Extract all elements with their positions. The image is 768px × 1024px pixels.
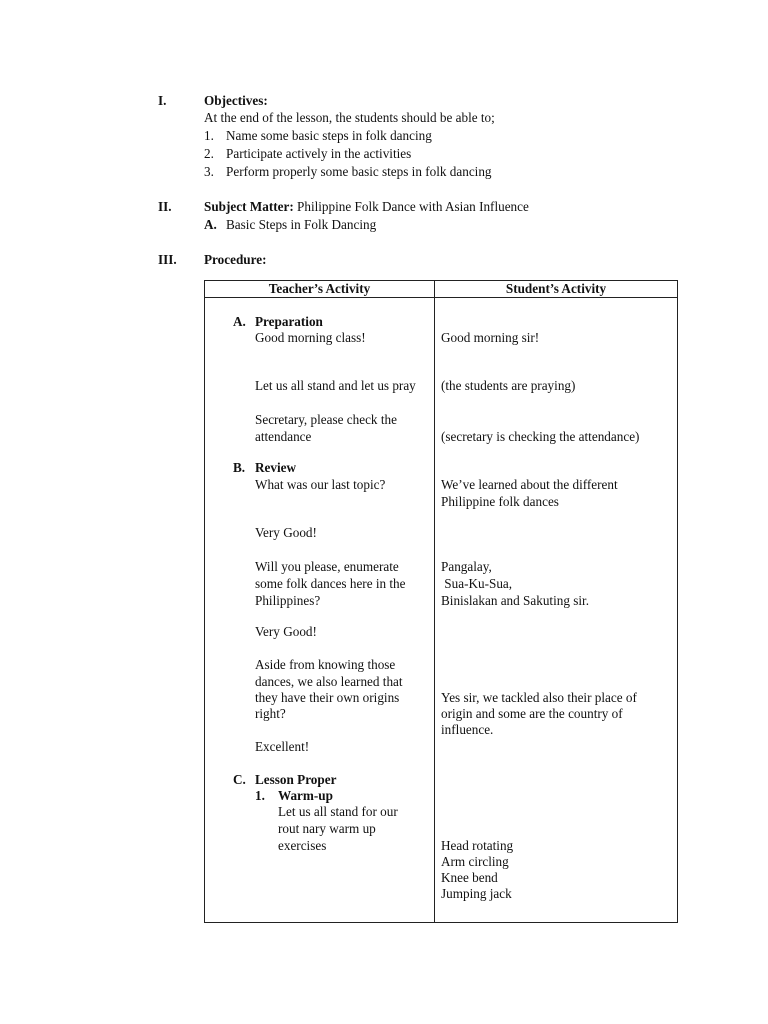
teacher-last-topic: What was our last topic? (255, 477, 386, 492)
student-origins-line3: influence. (441, 722, 494, 737)
objective-item: Participate actively in the activities (226, 146, 412, 161)
teacher-aside-line4: right? (255, 706, 286, 721)
teacher-enumerate-line3: Philippines? (255, 593, 321, 608)
student-learned-line2: Philippine folk dances (441, 494, 559, 509)
student-dance-line1: Pangalay, (441, 559, 492, 574)
teacher-greeting: Good morning class! (255, 330, 366, 345)
warmup-text-line1: Let us all stand for our (278, 804, 398, 819)
student-column (435, 298, 678, 923)
objectives-intro: At the end of the lesson, the students should be able to; (204, 110, 495, 125)
student-exercise: Head rotating (441, 838, 514, 853)
table-header-row (205, 281, 678, 298)
objective-number: 3. (204, 164, 214, 179)
subject-heading: Subject Matter: (204, 199, 294, 214)
warmup-text-line3: exercises (278, 838, 327, 853)
student-exercise: Arm circling (441, 854, 509, 869)
preparation-letter: A. (233, 314, 246, 329)
student-exercise: Knee bend (441, 870, 498, 885)
subject-sub-text: Basic Steps in Folk Dancing (226, 217, 377, 232)
subject-sub-letter: A. (204, 217, 217, 232)
procedure-heading: Procedure: (204, 252, 267, 267)
teacher-enumerate-line2: some folk dances here in the (255, 576, 406, 591)
lesson-heading: Lesson Proper (255, 772, 337, 787)
teacher-excellent: Excellent! (255, 739, 310, 754)
warmup-number: 1. (255, 788, 265, 803)
teacher-activity-header: Teacher’s Activity (205, 281, 435, 298)
student-activity-header: Student’s Activity (435, 281, 678, 298)
table-body-row (205, 298, 678, 923)
objective-item: Perform properly some basic steps in folk dancing (226, 164, 492, 179)
objective-item: Name some basic steps in folk dancing (226, 128, 432, 143)
objectives-numeral: I. (158, 93, 167, 108)
student-praying: (the students are praying) (441, 378, 576, 393)
student-origins-line1: Yes sir, we tackled also their place of (441, 690, 637, 705)
teacher-aside-line1: Aside from knowing those (255, 657, 396, 672)
student-dance-line2: Sua-Ku-Sua, (441, 576, 513, 591)
teacher-secretary-line1: Secretary, please check the (255, 412, 397, 427)
teacher-aside-line3: they have their own origins (255, 690, 400, 705)
student-exercise: Jumping jack (441, 886, 512, 901)
student-dance-line3: Binislakan and Sakuting sir. (441, 593, 589, 608)
preparation-heading: Preparation (255, 314, 323, 329)
review-letter: B. (233, 460, 246, 475)
review-heading: Review (255, 460, 297, 475)
teacher-very-good: Very Good! (255, 525, 317, 540)
subject-value: Philippine Folk Dance with Asian Influence (297, 199, 529, 214)
subject-numeral: II. (158, 199, 172, 214)
teacher-pray: Let us all stand and let us pray (255, 378, 416, 393)
objectives-heading: Objectives: (204, 93, 268, 108)
student-learned-line1: We’ve learned about the different (441, 477, 618, 492)
procedure-numeral: III. (158, 252, 177, 267)
teacher-aside-line2: dances, we also learned that (255, 674, 403, 689)
warmup-heading: Warm-up (278, 788, 333, 803)
lesson-letter: C. (233, 772, 246, 787)
objective-number: 1. (204, 128, 214, 143)
teacher-column (205, 298, 435, 923)
student-greeting: Good morning sir! (441, 330, 540, 345)
procedure-table (204, 280, 678, 923)
teacher-secretary-line2: attendance (255, 429, 312, 444)
student-checking: (secretary is checking the attendance) (441, 429, 640, 444)
teacher-enumerate-line1: Will you please, enumerate (255, 559, 399, 574)
warmup-text-line2: rout nary warm up (278, 821, 376, 836)
objective-number: 2. (204, 146, 214, 161)
student-origins-line2: origin and some are the country of (441, 706, 623, 721)
subject-line (204, 199, 529, 216)
teacher-very-good: Very Good! (255, 624, 317, 639)
